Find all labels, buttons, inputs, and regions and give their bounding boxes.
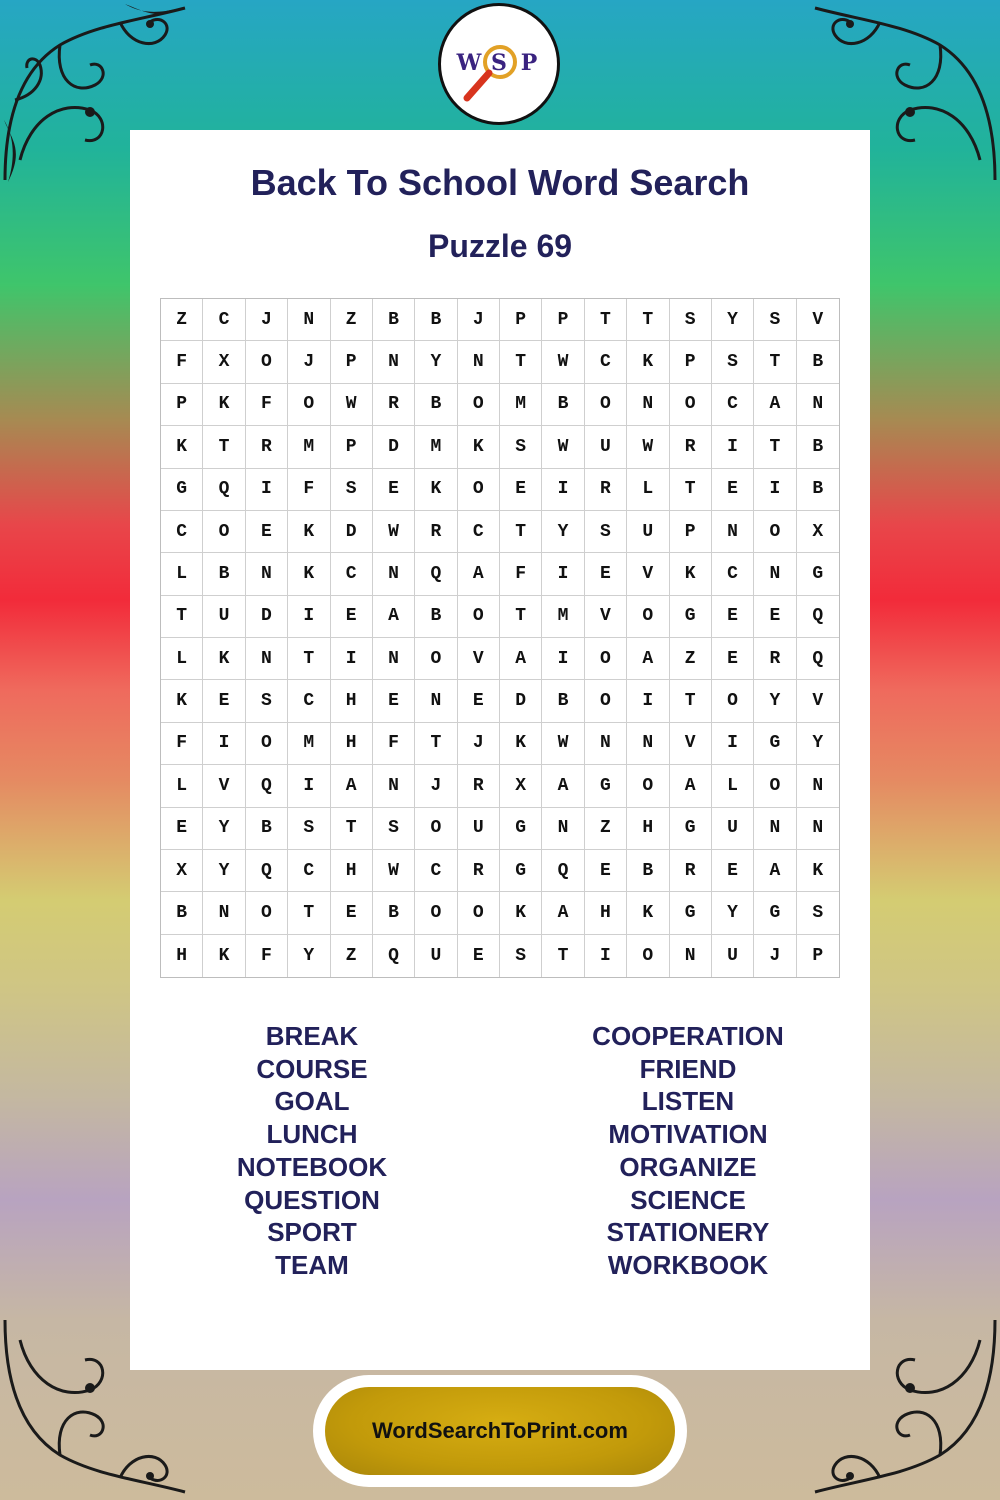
grid-cell[interactable]: T <box>754 341 796 383</box>
grid-cell[interactable]: R <box>458 765 500 807</box>
grid-cell[interactable]: I <box>246 469 288 511</box>
grid-cell[interactable]: F <box>246 935 288 977</box>
grid-cell[interactable]: C <box>712 553 754 595</box>
grid-cell[interactable]: O <box>458 469 500 511</box>
grid-cell[interactable]: Z <box>331 299 373 341</box>
grid-cell[interactable]: F <box>161 723 203 765</box>
website-button[interactable] <box>313 1375 687 1487</box>
grid-cell[interactable]: O <box>458 596 500 638</box>
grid-cell[interactable]: E <box>458 680 500 722</box>
wsp-logo[interactable] <box>438 3 560 125</box>
grid-cell[interactable]: I <box>542 638 584 680</box>
grid-cell[interactable]: X <box>500 765 542 807</box>
grid-cell[interactable]: S <box>754 299 796 341</box>
grid-cell[interactable]: T <box>585 299 627 341</box>
grid-cell[interactable]: O <box>203 511 245 553</box>
grid-cell[interactable]: K <box>288 553 330 595</box>
grid-cell[interactable]: V <box>797 299 839 341</box>
grid-cell[interactable]: V <box>627 553 669 595</box>
grid-cell[interactable]: K <box>203 384 245 426</box>
grid-cell[interactable]: B <box>246 808 288 850</box>
grid-cell[interactable]: R <box>754 638 796 680</box>
word-list-item: COURSE <box>256 1053 368 1084</box>
word-list-item: LISTEN <box>641 1086 735 1117</box>
word-list-item: TEAM <box>275 1249 349 1280</box>
grid-cell[interactable]: R <box>373 384 415 426</box>
grid-cell[interactable]: B <box>373 299 415 341</box>
grid-cell[interactable]: B <box>415 384 457 426</box>
grid-cell[interactable]: I <box>712 723 754 765</box>
grid-cell[interactable]: M <box>288 723 330 765</box>
grid-cell[interactable]: E <box>500 469 542 511</box>
grid-cell[interactable]: M <box>415 426 457 468</box>
grid-cell[interactable]: F <box>288 469 330 511</box>
grid-cell[interactable]: K <box>288 511 330 553</box>
grid-cell[interactable]: U <box>712 935 754 977</box>
grid-cell[interactable]: O <box>585 680 627 722</box>
grid-cell[interactable]: E <box>754 596 796 638</box>
grid-cell[interactable]: J <box>415 765 457 807</box>
grid-cell[interactable]: Q <box>203 469 245 511</box>
grid-cell[interactable]: Z <box>331 935 373 977</box>
grid-cell[interactable]: E <box>331 596 373 638</box>
grid-cell[interactable]: S <box>797 892 839 934</box>
grid-cell[interactable]: N <box>754 553 796 595</box>
grid-cell[interactable]: B <box>415 299 457 341</box>
grid-cell[interactable]: R <box>246 426 288 468</box>
grid-cell[interactable]: P <box>670 341 712 383</box>
grid-cell[interactable]: Y <box>712 892 754 934</box>
grid-cell[interactable]: H <box>331 723 373 765</box>
grid-cell[interactable]: T <box>754 426 796 468</box>
grid-cell[interactable]: T <box>670 469 712 511</box>
grid-cell[interactable]: O <box>712 680 754 722</box>
grid-cell[interactable]: F <box>373 723 415 765</box>
grid-cell[interactable]: I <box>585 935 627 977</box>
grid-cell[interactable]: O <box>627 596 669 638</box>
grid-cell[interactable]: W <box>373 511 415 553</box>
grid-cell[interactable]: V <box>203 765 245 807</box>
grid-cell[interactable]: E <box>373 469 415 511</box>
grid-cell[interactable]: V <box>797 680 839 722</box>
word-list-item: MOTIVATION <box>608 1119 768 1150</box>
grid-cell[interactable]: N <box>246 638 288 680</box>
grid-cell[interactable]: I <box>288 596 330 638</box>
grid-cell[interactable]: D <box>331 511 373 553</box>
grid-cell[interactable]: J <box>288 341 330 383</box>
grid-cell[interactable]: Z <box>670 638 712 680</box>
word-list-item: QUESTION <box>244 1184 380 1215</box>
grid-cell[interactable]: Y <box>288 935 330 977</box>
grid-cell[interactable]: H <box>585 892 627 934</box>
grid-cell[interactable]: F <box>500 553 542 595</box>
grid-cell[interactable]: T <box>203 426 245 468</box>
grid-cell[interactable]: E <box>373 680 415 722</box>
grid-cell[interactable]: O <box>415 808 457 850</box>
grid-cell[interactable]: E <box>458 935 500 977</box>
grid-cell[interactable]: K <box>203 935 245 977</box>
grid-cell[interactable]: U <box>712 808 754 850</box>
grid-cell[interactable]: T <box>161 596 203 638</box>
grid-cell[interactable]: C <box>585 341 627 383</box>
grid-cell[interactable]: G <box>670 596 712 638</box>
puzzle-number: Puzzle 69 <box>427 228 573 264</box>
grid-cell[interactable]: O <box>246 723 288 765</box>
grid-cell[interactable]: E <box>585 850 627 892</box>
grid-cell[interactable]: P <box>500 299 542 341</box>
grid-cell[interactable]: I <box>542 553 584 595</box>
grid-cell[interactable]: E <box>585 553 627 595</box>
grid-cell[interactable]: N <box>670 935 712 977</box>
grid-cell[interactable]: K <box>797 850 839 892</box>
grid-cell[interactable]: C <box>288 680 330 722</box>
grid-cell[interactable]: A <box>670 765 712 807</box>
grid-cell[interactable]: S <box>712 341 754 383</box>
grid-cell[interactable]: X <box>797 511 839 553</box>
grid-cell[interactable]: I <box>712 426 754 468</box>
grid-cell[interactable]: C <box>331 553 373 595</box>
grid-cell[interactable]: G <box>670 808 712 850</box>
grid-cell[interactable]: E <box>712 850 754 892</box>
grid-cell[interactable]: A <box>458 553 500 595</box>
word-list-item: STATIONERY <box>606 1217 770 1248</box>
grid-cell[interactable]: U <box>458 808 500 850</box>
website-label: WordSearchToPrint.com <box>325 1387 675 1475</box>
grid-cell[interactable]: B <box>797 426 839 468</box>
grid-cell[interactable]: C <box>203 299 245 341</box>
grid-cell[interactable]: Y <box>797 723 839 765</box>
grid-cell[interactable]: A <box>373 596 415 638</box>
grid-cell[interactable]: T <box>627 299 669 341</box>
grid-cell[interactable]: N <box>288 299 330 341</box>
word-list-item: NOTEBOOK <box>236 1151 388 1182</box>
grid-cell[interactable]: O <box>458 384 500 426</box>
grid-cell[interactable]: D <box>500 680 542 722</box>
word-list-item: WORKBOOK <box>607 1249 769 1280</box>
grid-cell[interactable]: Y <box>203 808 245 850</box>
grid-cell[interactable]: N <box>373 638 415 680</box>
grid-cell[interactable]: V <box>670 723 712 765</box>
grid-cell[interactable]: U <box>585 426 627 468</box>
grid-cell[interactable]: T <box>500 511 542 553</box>
grid-cell[interactable]: W <box>331 384 373 426</box>
grid-cell[interactable]: M <box>500 384 542 426</box>
grid-cell[interactable]: N <box>712 511 754 553</box>
grid-cell[interactable]: A <box>754 850 796 892</box>
grid-cell[interactable]: T <box>670 680 712 722</box>
grid-cell[interactable]: S <box>373 808 415 850</box>
grid-cell[interactable]: O <box>754 511 796 553</box>
grid-cell[interactable]: C <box>161 511 203 553</box>
grid-cell[interactable]: F <box>246 384 288 426</box>
grid-cell[interactable]: J <box>246 299 288 341</box>
grid-cell[interactable]: U <box>627 511 669 553</box>
grid-cell[interactable]: T <box>542 935 584 977</box>
grid-cell[interactable]: N <box>415 680 457 722</box>
grid-cell[interactable]: S <box>500 935 542 977</box>
grid-cell[interactable]: K <box>627 892 669 934</box>
word-list-item: SPORT <box>267 1217 357 1248</box>
grid-cell[interactable]: W <box>627 426 669 468</box>
grid-cell[interactable]: P <box>812 945 824 966</box>
logo-letter-p: P <box>520 50 538 76</box>
grid-cell[interactable]: W <box>373 850 415 892</box>
grid-cell[interactable]: I <box>331 638 373 680</box>
grid-cell[interactable]: O <box>415 892 457 934</box>
grid-cell[interactable]: Y <box>203 850 245 892</box>
grid-cell[interactable]: L <box>161 638 203 680</box>
grid-cell[interactable]: G <box>754 723 796 765</box>
grid-cell[interactable]: P <box>331 426 373 468</box>
grid-cell[interactable]: E <box>246 511 288 553</box>
grid-cell[interactable]: L <box>627 469 669 511</box>
grid-cell[interactable]: M <box>542 596 584 638</box>
grid-cell[interactable]: N <box>246 553 288 595</box>
grid-cell[interactable]: K <box>161 680 203 722</box>
grid-cell[interactable]: V <box>458 638 500 680</box>
grid-cell[interactable]: O <box>754 765 796 807</box>
grid-cell[interactable]: B <box>161 892 203 934</box>
grid-cell[interactable]: V <box>585 596 627 638</box>
grid-cell[interactable]: N <box>585 723 627 765</box>
grid-cell[interactable]: K <box>203 638 245 680</box>
grid-cell[interactable]: C <box>712 384 754 426</box>
word-list-item: SCIENCE <box>630 1184 746 1215</box>
grid-cell[interactable]: Q <box>797 596 839 638</box>
grid-cell[interactable]: B <box>542 680 584 722</box>
grid-cell[interactable]: S <box>331 469 373 511</box>
grid-cell[interactable]: L <box>161 765 203 807</box>
grid-cell[interactable]: A <box>627 638 669 680</box>
grid-cell[interactable]: Q <box>415 553 457 595</box>
grid-cell[interactable]: B <box>627 850 669 892</box>
grid-cell[interactable]: N <box>542 808 584 850</box>
grid-cell[interactable]: X <box>203 341 245 383</box>
word-list-item: FRIEND <box>639 1053 737 1084</box>
grid-cell[interactable]: G <box>500 808 542 850</box>
grid-cell[interactable]: Y <box>415 341 457 383</box>
grid-cell[interactable]: N <box>754 808 796 850</box>
grid-cell[interactable]: Y <box>754 680 796 722</box>
grid-cell[interactable]: N <box>458 341 500 383</box>
grid-cell[interactable]: B <box>203 553 245 595</box>
grid-cell[interactable]: G <box>585 765 627 807</box>
grid-cell[interactable]: N <box>797 765 839 807</box>
grid-cell[interactable]: Q <box>797 638 839 680</box>
grid-cell[interactable]: E <box>203 680 245 722</box>
grid-cell[interactable]: A <box>542 892 584 934</box>
grid-cell[interactable]: T <box>288 892 330 934</box>
grid-cell[interactable]: K <box>458 426 500 468</box>
grid-cell[interactable]: E <box>331 892 373 934</box>
grid-cell[interactable]: R <box>585 469 627 511</box>
grid-cell[interactable]: N <box>627 384 669 426</box>
grid-cell[interactable]: H <box>331 850 373 892</box>
grid-cell[interactable]: B <box>542 384 584 426</box>
grid-cell[interactable]: D <box>373 426 415 468</box>
grid-cell[interactable]: T <box>500 596 542 638</box>
grid-cell[interactable]: G <box>754 892 796 934</box>
grid-cell[interactable]: G <box>670 892 712 934</box>
word-list-right <box>538 1020 838 1282</box>
grid-cell[interactable]: C <box>415 850 457 892</box>
grid-cell[interactable]: I <box>627 680 669 722</box>
grid-cell[interactable]: O <box>458 892 500 934</box>
grid-cell[interactable]: P <box>542 299 584 341</box>
grid-cell[interactable]: I <box>288 765 330 807</box>
grid-cell[interactable]: K <box>161 426 203 468</box>
grid-cell[interactable]: E <box>712 469 754 511</box>
grid-cell[interactable]: M <box>288 426 330 468</box>
grid-cell[interactable]: Q <box>246 850 288 892</box>
grid-cell[interactable]: R <box>415 511 457 553</box>
grid-cell[interactable]: G <box>500 850 542 892</box>
grid-cell[interactable]: E <box>712 638 754 680</box>
grid-cell[interactable]: U <box>203 596 245 638</box>
grid-cell[interactable]: O <box>246 892 288 934</box>
grid-cell[interactable]: L <box>161 553 203 595</box>
grid-cell[interactable]: K <box>415 469 457 511</box>
grid-cell[interactable]: Y <box>712 299 754 341</box>
grid-cell[interactable]: R <box>458 850 500 892</box>
logo-letters <box>441 50 557 76</box>
grid-cell[interactable]: C <box>288 850 330 892</box>
grid-cell[interactable]: O <box>246 341 288 383</box>
grid-cell[interactable]: T <box>500 341 542 383</box>
grid-cell[interactable]: Q <box>246 765 288 807</box>
grid-cell[interactable]: O <box>670 384 712 426</box>
grid-cell[interactable]: G <box>161 469 203 511</box>
grid-cell[interactable]: B <box>373 892 415 934</box>
grid-cell[interactable]: J <box>754 935 796 977</box>
grid-cell[interactable]: K <box>500 892 542 934</box>
word-list-item: COOPERATION <box>592 1021 784 1051</box>
grid-cell[interactable]: H <box>331 680 373 722</box>
grid-cell[interactable]: W <box>542 723 584 765</box>
grid-cell[interactable]: Z <box>585 808 627 850</box>
grid-cell[interactable]: S <box>288 808 330 850</box>
grid-cell[interactable]: P <box>161 384 203 426</box>
grid-cell[interactable]: E <box>161 808 203 850</box>
grid-cell[interactable]: T <box>331 808 373 850</box>
grid-cell[interactable]: A <box>331 765 373 807</box>
grid-cell[interactable]: R <box>670 426 712 468</box>
logo-letter-s: S <box>491 50 507 76</box>
grid-cell[interactable]: N <box>797 384 839 426</box>
word-list-item: ORGANIZE <box>619 1151 757 1182</box>
grid-cell[interactable]: A <box>754 384 796 426</box>
grid-cell[interactable]: O <box>627 765 669 807</box>
grid-cell[interactable]: K <box>627 341 669 383</box>
grid-cell[interactable]: N <box>203 892 245 934</box>
grid-cell[interactable]: B <box>797 469 839 511</box>
grid-cell[interactable]: S <box>246 680 288 722</box>
grid-cell[interactable]: Z <box>161 299 203 341</box>
grid-cell[interactable]: T <box>288 638 330 680</box>
grid-cell[interactable]: E <box>712 596 754 638</box>
grid-cell[interactable]: N <box>373 765 415 807</box>
grid-cell[interactable]: J <box>458 723 500 765</box>
grid-cell[interactable]: H <box>627 808 669 850</box>
grid-cell[interactable]: K <box>670 553 712 595</box>
grid-cell[interactable]: Q <box>542 850 584 892</box>
grid-cell[interactable]: Q <box>373 935 415 977</box>
grid-cell[interactable]: O <box>627 935 669 977</box>
grid-cell[interactable]: A <box>500 638 542 680</box>
grid-cell[interactable]: O <box>288 384 330 426</box>
grid-cell[interactable]: S <box>585 511 627 553</box>
word-list-item: LUNCH <box>266 1119 358 1150</box>
grid-cell[interactable]: N <box>627 723 669 765</box>
grid-cell[interactable]: I <box>542 469 584 511</box>
grid-cell[interactable]: N <box>373 553 415 595</box>
word-list-left <box>162 1020 462 1282</box>
grid-cell[interactable]: F <box>161 341 203 383</box>
grid-cell[interactable]: S <box>500 426 542 468</box>
grid-cell[interactable]: G <box>797 553 839 595</box>
grid-cell[interactable]: C <box>458 511 500 553</box>
grid-cell[interactable]: N <box>373 341 415 383</box>
grid-cell[interactable]: A <box>542 765 584 807</box>
grid-cell[interactable]: K <box>500 723 542 765</box>
grid-cell[interactable]: O <box>585 384 627 426</box>
letter-grid[interactable] <box>160 298 840 978</box>
grid-cell[interactable]: R <box>670 850 712 892</box>
logo-letter-w: W <box>456 50 482 76</box>
grid-cell[interactable]: B <box>797 341 839 383</box>
grid-cell[interactable]: P <box>331 341 373 383</box>
grid-cell[interactable]: B <box>415 596 457 638</box>
grid-cell[interactable]: P <box>670 511 712 553</box>
grid-cell[interactable]: I <box>754 469 796 511</box>
grid-cell[interactable]: H <box>161 935 203 977</box>
grid-cell[interactable]: O <box>415 638 457 680</box>
grid-cell[interactable]: J <box>458 299 500 341</box>
grid-cell[interactable]: L <box>712 765 754 807</box>
word-list-item: BREAK <box>265 1021 359 1051</box>
grid-cell[interactable]: I <box>203 723 245 765</box>
grid-cell[interactable]: Y <box>542 511 584 553</box>
page-title: Back To School Word Search <box>250 162 750 203</box>
grid-cell[interactable]: W <box>542 426 584 468</box>
grid-cell[interactable]: S <box>670 299 712 341</box>
grid-cell[interactable]: D <box>246 596 288 638</box>
grid-cell[interactable]: W <box>542 341 584 383</box>
word-list-item: GOAL <box>274 1086 350 1117</box>
grid-cell[interactable]: X <box>161 850 203 892</box>
grid-cell[interactable]: U <box>415 935 457 977</box>
grid-cell[interactable]: T <box>415 723 457 765</box>
grid-cell[interactable]: O <box>585 638 627 680</box>
grid-cell[interactable]: N <box>797 808 839 850</box>
